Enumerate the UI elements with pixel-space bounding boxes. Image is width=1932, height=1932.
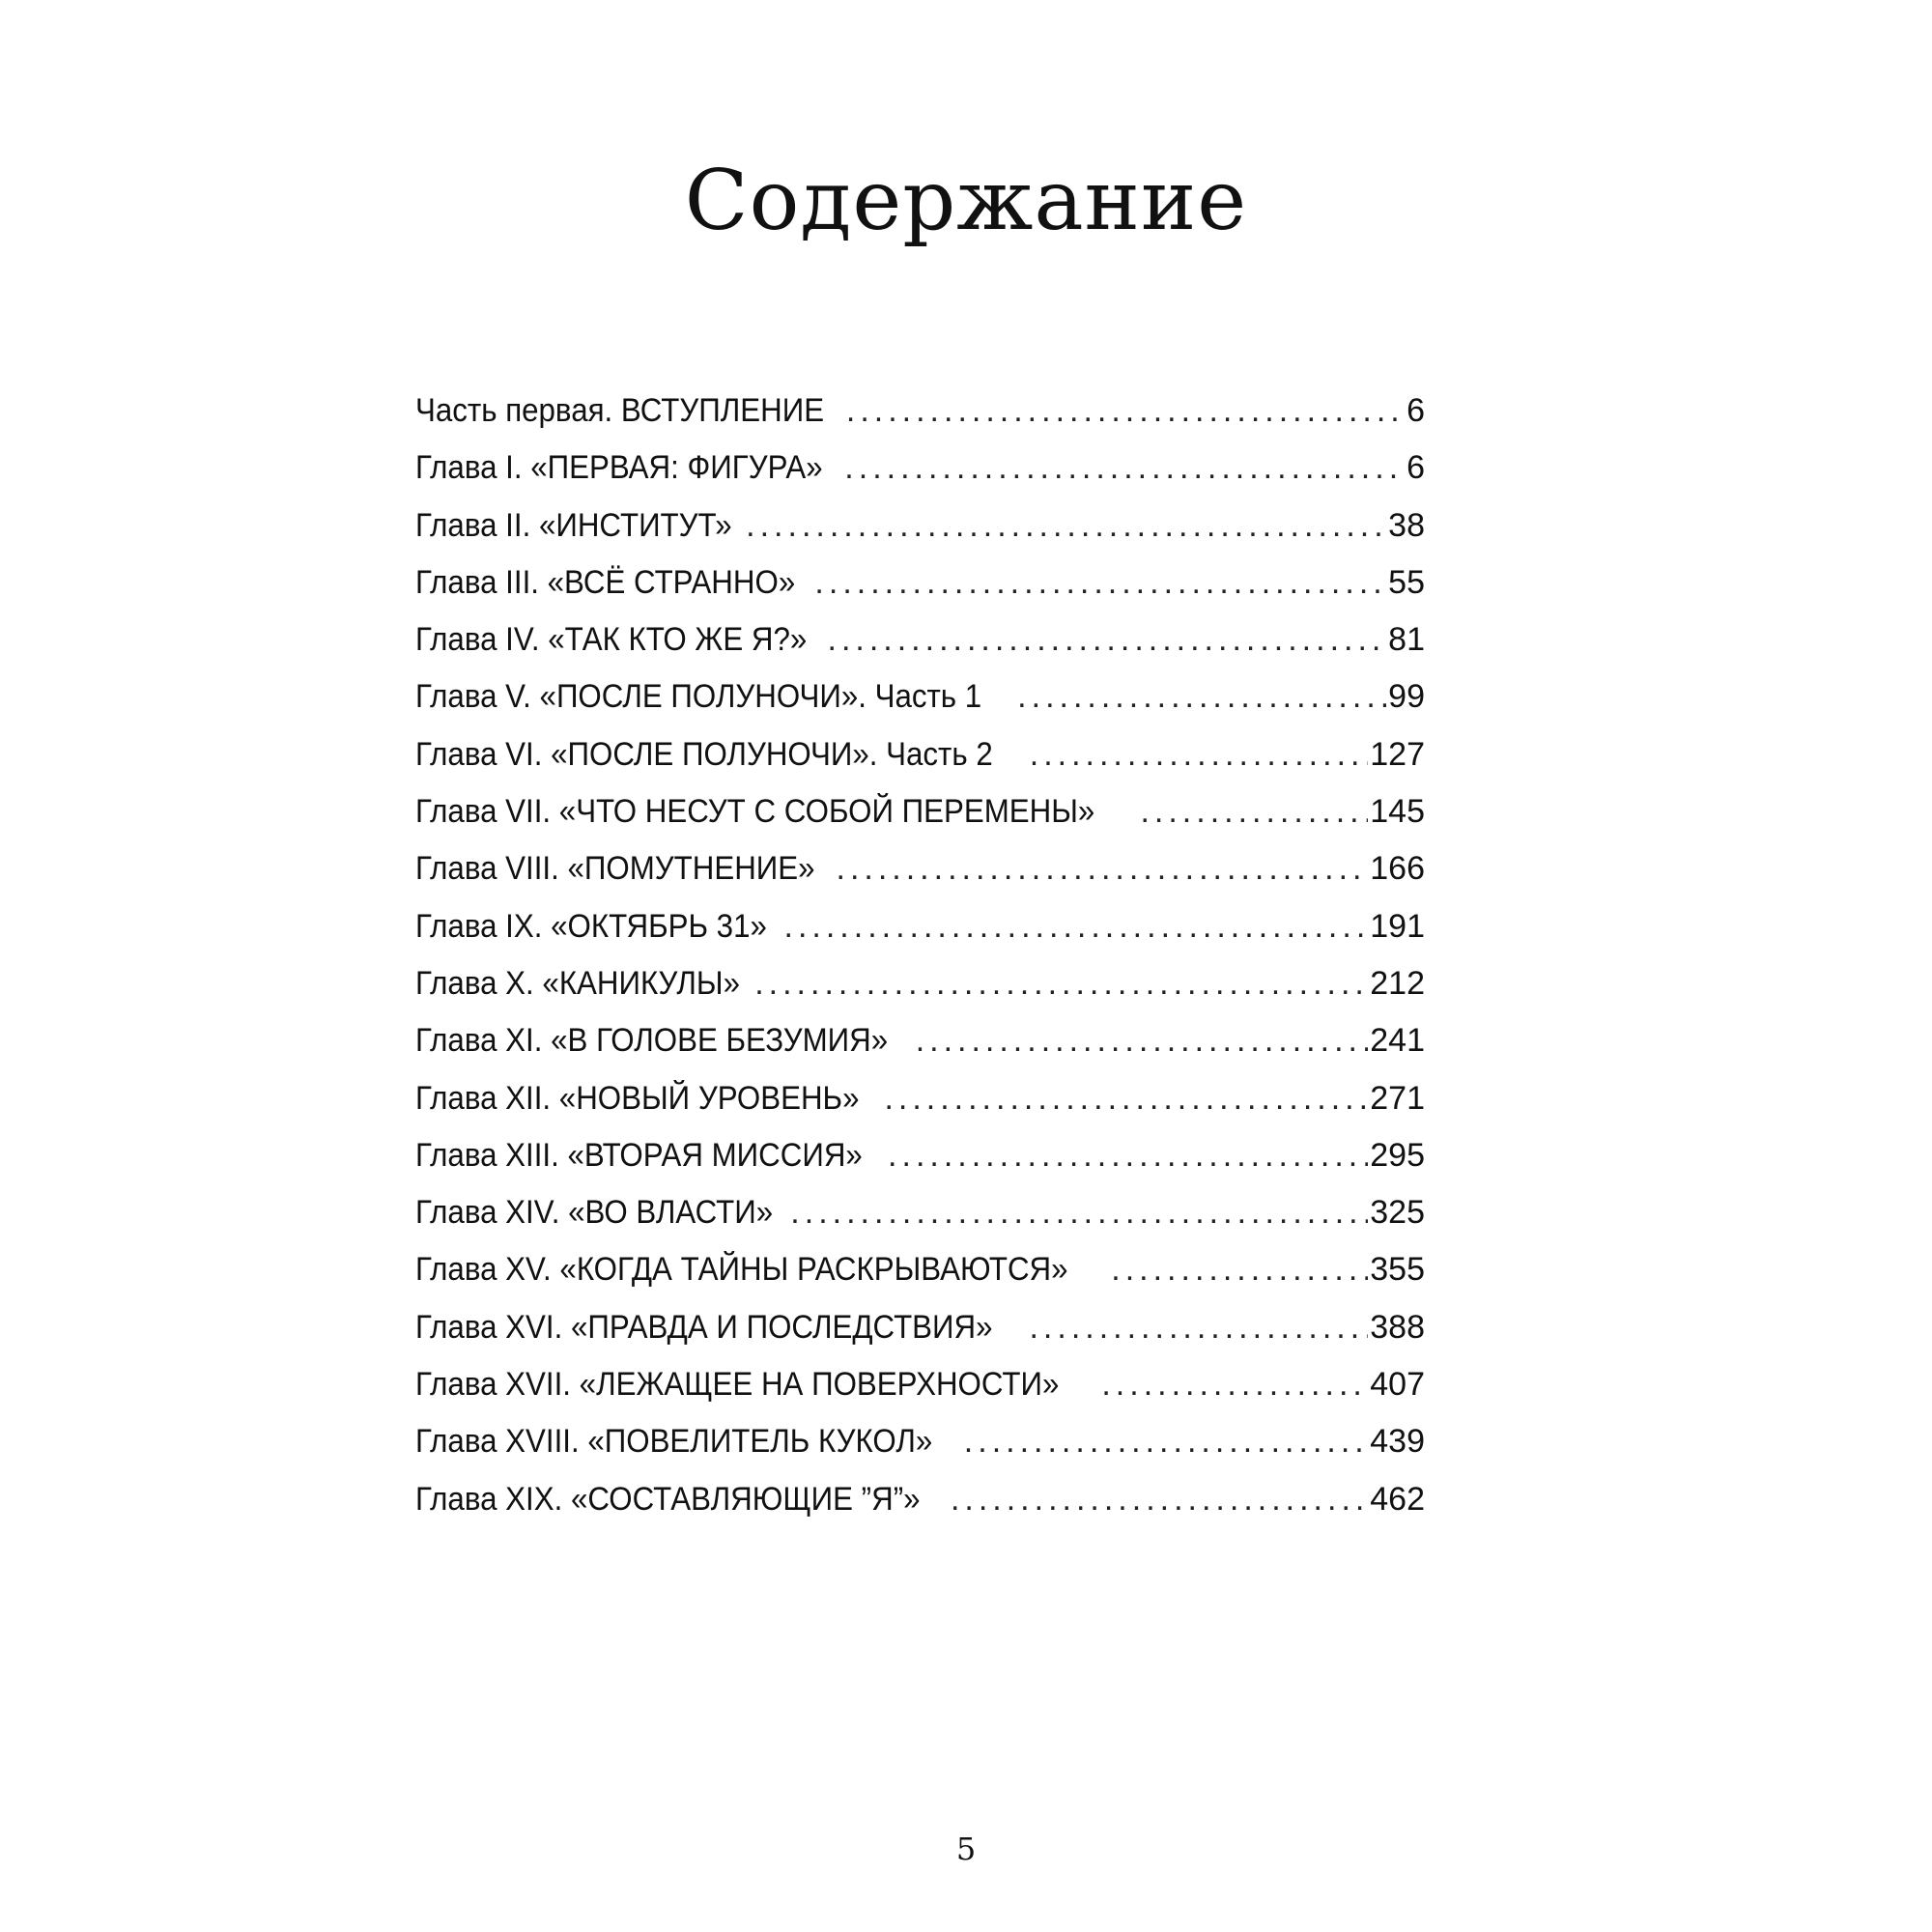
toc-entry-page: 166 — [1370, 850, 1425, 888]
toc-leader-dots — [846, 392, 1405, 430]
toc-entry-title: Глава XVIII. «ПОВЕЛИТЕЛЬ КУКОЛ» — [415, 1423, 933, 1461]
toc-entry — [415, 621, 1425, 678]
toc-entry-page: 55 — [1388, 563, 1425, 601]
toc-entry-page: 38 — [1388, 506, 1425, 544]
toc-leader-dots — [916, 1022, 1369, 1060]
toc-leader-dots — [1030, 736, 1369, 774]
toc-entry-page: 145 — [1370, 793, 1425, 831]
toc-entry-title: Глава III. «ВСЁ СТРАННО» — [415, 563, 796, 601]
toc-entry-title: Глава VIII. «ПОМУТНЕНИЕ» — [415, 850, 815, 888]
toc-entry-page: 127 — [1370, 735, 1425, 773]
toc-entry-title: Глава XIV. «ВО ВЛАСТИ» — [415, 1194, 774, 1232]
toc-entry-page: 325 — [1370, 1194, 1425, 1232]
toc-entry-title: Глава IX. «ОКТЯБРЬ 31» — [415, 907, 767, 945]
toc-leader-dots — [828, 621, 1387, 659]
toc-entry — [415, 1423, 1425, 1480]
toc-entry-title: Глава XI. «В ГОЛОВЕ БЕЗУМИЯ» — [415, 1022, 889, 1060]
toc-leader-dots — [1111, 1251, 1368, 1289]
toc-entry — [415, 965, 1425, 1022]
toc-entry — [415, 1194, 1425, 1251]
toc-leader-dots — [1029, 1309, 1368, 1347]
toc-entry-page: 439 — [1370, 1423, 1425, 1461]
toc-entry — [415, 736, 1425, 793]
toc-leader-dots — [790, 1194, 1368, 1232]
toc-entry-title: Глава II. «ИНСТИТУТ» — [415, 506, 732, 544]
toc-entry — [415, 1080, 1425, 1137]
toc-leader-dots — [884, 1080, 1368, 1118]
toc-entry-title: Часть первая. ВСТУПЛЕНИЕ — [415, 392, 825, 429]
toc-entry-title: Глава XII. «НОВЫЙ УРОВЕНЬ» — [415, 1079, 860, 1117]
toc-leader-dots — [784, 908, 1369, 946]
toc-leader-dots — [964, 1423, 1368, 1461]
toc-entry-page: 6 — [1406, 449, 1425, 487]
toc-entry-title: Глава VII. «ЧТО НЕСУТ С СОБОЙ ПЕРЕМЕНЫ» — [415, 793, 1095, 831]
toc-leader-dots — [844, 449, 1405, 487]
toc-entry — [415, 850, 1425, 907]
toc-entry-title: Глава X. «КАНИКУЛЫ» — [415, 964, 741, 1002]
toc-leader-dots — [746, 507, 1386, 545]
toc-leader-dots — [754, 965, 1368, 1003]
toc-entry — [415, 392, 1425, 449]
page-title: Содержание — [684, 153, 1248, 249]
toc-entry-page: 388 — [1370, 1308, 1425, 1346]
toc-entry — [415, 449, 1425, 506]
toc-entry-title: Глава I. «ПЕРВАЯ: ФИГУРА» — [415, 449, 823, 487]
toc-entry-page: 81 — [1388, 621, 1425, 659]
toc-entry — [415, 793, 1425, 850]
toc-entry-title: Глава V. «ПОСЛЕ ПОЛУНОЧИ». Часть 1 — [415, 678, 982, 716]
toc-entry-page: 212 — [1370, 964, 1425, 1002]
toc-entry-page: 271 — [1370, 1079, 1425, 1117]
toc-entry-page: 241 — [1370, 1022, 1425, 1060]
toc-entry-title: Глава XIII. «ВТОРАЯ МИССИЯ» — [415, 1136, 863, 1174]
toc-leader-dots — [814, 564, 1386, 602]
toc-leader-dots — [1101, 1366, 1368, 1404]
toc-entry-title: Глава XVI. «ПРАВДА И ПОСЛЕДСТВИЯ» — [415, 1308, 993, 1346]
toc-entry — [415, 1366, 1425, 1423]
toc-entry-page: 99 — [1388, 678, 1425, 716]
toc-entry-title: Глава IV. «ТАК КТО ЖЕ Я?» — [415, 621, 808, 659]
page-number: 5 — [955, 1831, 977, 1867]
toc-leader-dots — [837, 850, 1369, 888]
toc-entry — [415, 908, 1425, 965]
toc-entry-title: Глава XVII. «ЛЕЖАЩЕЕ НА ПОВЕРХНОСТИ» — [415, 1366, 1060, 1404]
toc-entry-page: 407 — [1370, 1366, 1425, 1404]
toc-entry-page: 295 — [1370, 1136, 1425, 1174]
toc-entry-title: Глава XV. «КОГДА ТАЙНЫ РАСКРЫВАЮТСЯ» — [415, 1251, 1068, 1289]
toc-entry — [415, 1309, 1425, 1366]
toc-entry-page: 6 — [1406, 392, 1425, 429]
toc-entry — [415, 1022, 1425, 1079]
toc-entry — [415, 507, 1425, 564]
toc-leader-dots — [951, 1481, 1368, 1519]
toc-entry — [415, 1137, 1425, 1194]
toc-entry-title: Глава XIX. «СОСТАВЛЯЮЩИЕ ”Я”» — [415, 1480, 921, 1518]
toc-entry — [415, 1481, 1425, 1538]
toc-leader-dots — [1017, 678, 1386, 716]
toc-leader-dots — [888, 1137, 1368, 1175]
toc-entry-title: Глава VI. «ПОСЛЕ ПОЛУНОЧИ». Часть 2 — [415, 735, 993, 773]
toc-entry — [415, 1251, 1425, 1308]
toc-entry-page: 462 — [1370, 1480, 1425, 1518]
toc-entry-page: 355 — [1370, 1251, 1425, 1289]
toc-entry — [415, 564, 1425, 621]
toc-entry — [415, 678, 1425, 735]
toc-entry-page: 191 — [1370, 907, 1425, 945]
table-of-contents — [415, 392, 1425, 1538]
toc-leader-dots — [1140, 793, 1368, 831]
